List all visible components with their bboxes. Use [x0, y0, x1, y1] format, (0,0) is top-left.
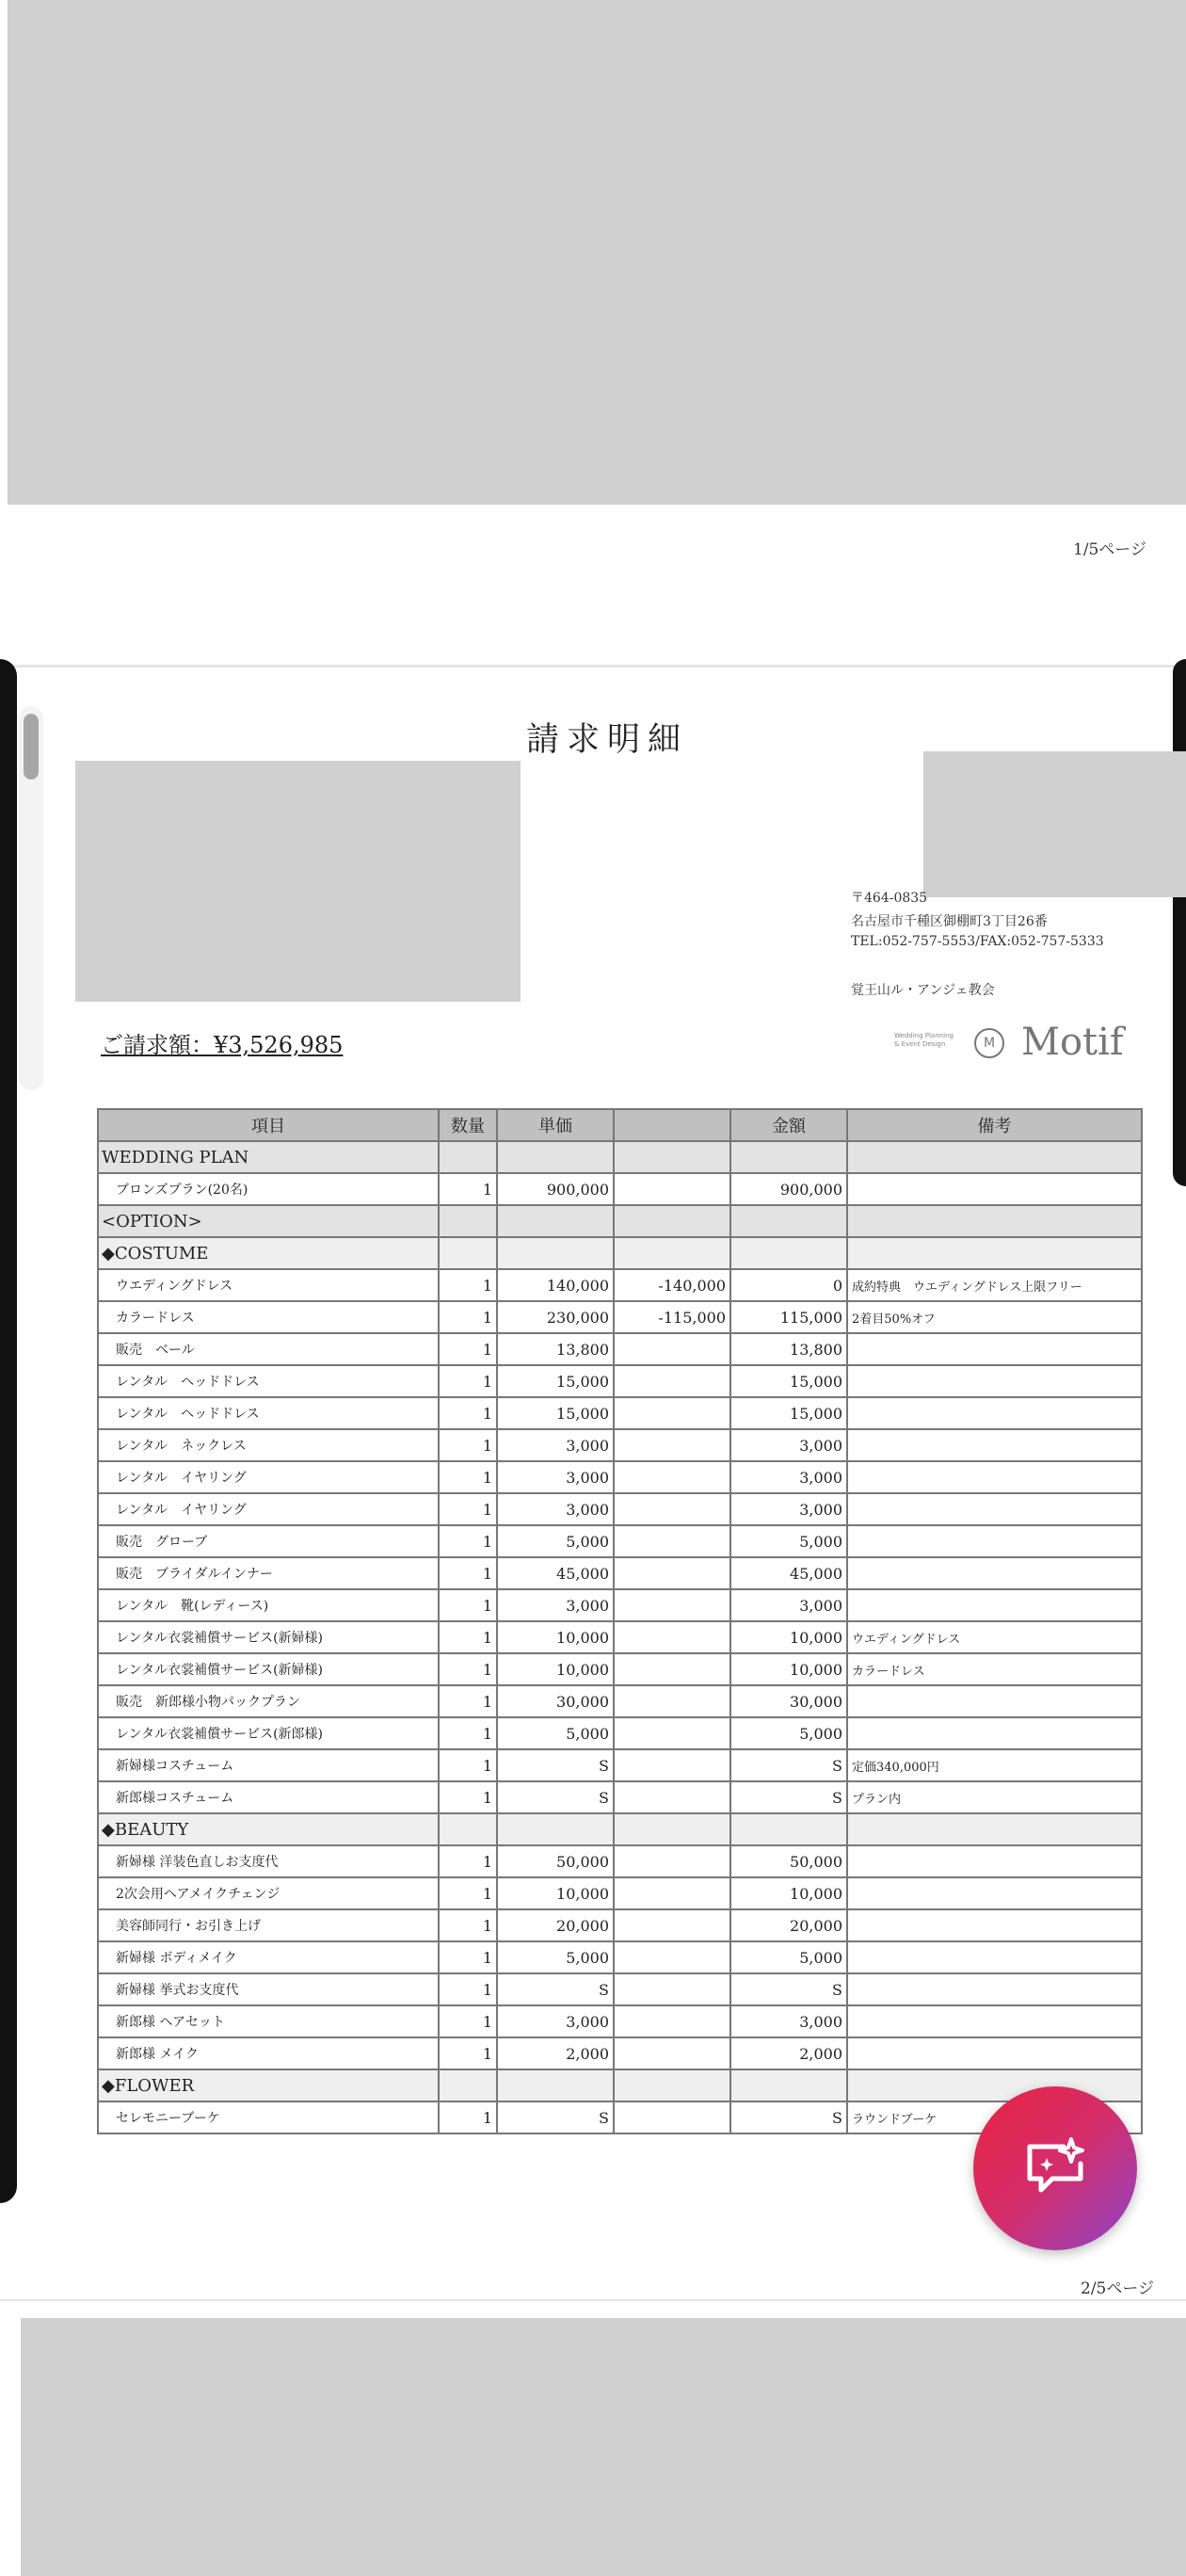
qty-cell: 1 [439, 1685, 497, 1717]
section-empty-cell [614, 1141, 730, 1173]
note-cell [847, 1557, 1142, 1589]
unit-price-cell: 140,000 [497, 1269, 614, 1301]
item-name-cell: レンタル ネックレス [98, 1429, 439, 1461]
note-cell [847, 1525, 1142, 1557]
note-cell [847, 1877, 1142, 1909]
note-cell [847, 1493, 1142, 1525]
discount-cell [614, 1589, 730, 1621]
unit-price-cell: 10,000 [497, 1877, 614, 1909]
unit-price-cell: 3,000 [497, 1461, 614, 1493]
item-name-cell: レンタル衣裳補償サービス(新婦様) [98, 1621, 439, 1653]
table-row [98, 1781, 1142, 1813]
section-empty-cell [497, 1813, 614, 1845]
amount-cell: 3,000 [730, 1429, 847, 1461]
table-row [98, 1269, 1142, 1301]
discount-cell [614, 2005, 730, 2037]
table-row [98, 1429, 1142, 1461]
section-empty-cell [730, 2069, 847, 2101]
table-row [98, 1493, 1142, 1525]
amount-cell: 15,000 [730, 1397, 847, 1429]
item-name-cell: 新婦様コスチューム [98, 1749, 439, 1781]
address-line-2: 名古屋市千種区御棚町3丁目26番 [851, 914, 1048, 929]
amount-cell: S [730, 2101, 847, 2133]
col-header-qty: 数量 [439, 1109, 497, 1141]
section-empty-cell [847, 1237, 1142, 1269]
discount-cell [614, 1397, 730, 1429]
discount-cell [614, 1909, 730, 1941]
invoice-table [97, 1108, 1143, 2134]
unit-price-cell: S [497, 2101, 614, 2133]
table-row [98, 1397, 1142, 1429]
note-cell: ラウンドブーケ [847, 2101, 1142, 2133]
discount-cell [614, 1717, 730, 1749]
unit-price-cell: 13,800 [497, 1333, 614, 1365]
amount-cell: 900,000 [730, 1173, 847, 1205]
note-cell [847, 1365, 1142, 1397]
unit-price-cell: 10,000 [497, 1621, 614, 1653]
section-empty-cell [730, 1813, 847, 1845]
note-cell: 定価340,000円 [847, 1749, 1142, 1781]
amount-cell: 10,000 [730, 1653, 847, 1685]
note-cell [847, 1909, 1142, 1941]
col-header-unit-price: 単価 [497, 1109, 614, 1141]
table-row [98, 1653, 1142, 1685]
qty-cell: 1 [439, 1589, 497, 1621]
discount-cell [614, 1749, 730, 1781]
qty-cell: 1 [439, 1429, 497, 1461]
unit-price-cell: 3,000 [497, 1429, 614, 1461]
discount-cell [614, 1653, 730, 1685]
unit-price-cell: 45,000 [497, 1557, 614, 1589]
item-name-cell: ウエディングドレス [98, 1269, 439, 1301]
item-name-cell: レンタル衣裳補償サービス(新郎様) [98, 1717, 439, 1749]
section-empty-cell [614, 2069, 730, 2101]
qty-cell: 1 [439, 1717, 497, 1749]
unit-price-cell: 30,000 [497, 1685, 614, 1717]
section-label: WEDDING PLAN [98, 1141, 439, 1173]
unit-price-cell: 15,000 [497, 1397, 614, 1429]
note-cell [847, 1589, 1142, 1621]
section-empty-cell [847, 1141, 1142, 1173]
unit-price-cell: 2,000 [497, 2037, 614, 2069]
section-label: ◆BEAUTY [98, 1813, 439, 1845]
qty-cell: 1 [439, 2037, 497, 2069]
table-row [98, 1909, 1142, 1941]
address-line-1: 〒464-0835 [851, 891, 928, 906]
amount-cell: 5,000 [730, 1717, 847, 1749]
col-header-note: 備考 [847, 1109, 1142, 1141]
qty-cell: 1 [439, 1397, 497, 1429]
address-line-3: TEL:052-757-5553/FAX:052-757-5333 [851, 934, 1104, 949]
discount-cell [614, 1845, 730, 1877]
discount-cell [614, 1941, 730, 1973]
document-title: 請求明細 [525, 721, 688, 759]
item-name-cell: 新婦様 挙式お支度代 [98, 1973, 439, 2005]
item-name-cell: レンタル衣裳補償サービス(新婦様) [98, 1653, 439, 1685]
section-empty-cell [730, 1237, 847, 1269]
section-empty-cell [497, 1141, 614, 1173]
amount-cell: 3,000 [730, 1461, 847, 1493]
redacted-recipient-block [75, 761, 521, 1002]
page-separator-2 [0, 2299, 1186, 2301]
qty-cell: 1 [439, 1909, 497, 1941]
discount-cell [614, 2101, 730, 2133]
table-row [98, 1877, 1142, 1909]
note-cell [847, 1429, 1142, 1461]
logo-mark-icon: M [974, 1028, 1004, 1058]
discount-cell [614, 1429, 730, 1461]
table-row [98, 2005, 1142, 2037]
item-name-cell: 販売 グローブ [98, 1525, 439, 1557]
qty-cell: 1 [439, 1749, 497, 1781]
qty-cell: 1 [439, 1173, 497, 1205]
discount-cell [614, 1493, 730, 1525]
item-name-cell: 新婦様 ボディメイク [98, 1941, 439, 1973]
section-empty-cell [497, 1205, 614, 1237]
amount-cell: 20,000 [730, 1909, 847, 1941]
qty-cell: 1 [439, 2005, 497, 2037]
page-number-2: 2/5ページ [1081, 2279, 1155, 2298]
amount-cell: 30,000 [730, 1685, 847, 1717]
discount-cell [614, 1557, 730, 1589]
section-empty-cell [614, 1813, 730, 1845]
qty-cell: 1 [439, 1941, 497, 1973]
logo-tagline: Wedding Planning & Event Design [894, 1032, 954, 1048]
unit-price-cell: 230,000 [497, 1301, 614, 1333]
discount-cell [614, 1173, 730, 1205]
qty-cell: 1 [439, 1653, 497, 1685]
section-empty-cell [439, 1813, 497, 1845]
qty-cell: 1 [439, 1877, 497, 1909]
note-cell: プラン内 [847, 1781, 1142, 1813]
item-name-cell: 新郎様コスチューム [98, 1781, 439, 1813]
qty-cell: 1 [439, 1333, 497, 1365]
item-name-cell: カラードレス [98, 1301, 439, 1333]
note-cell [847, 2037, 1142, 2069]
redacted-region-page3 [21, 2318, 1186, 2576]
item-name-cell: 2次会用ヘアメイクチェンジ [98, 1877, 439, 1909]
item-name-cell: レンタル ヘッドドレス [98, 1365, 439, 1397]
section-empty-cell [439, 1237, 497, 1269]
note-cell [847, 1845, 1142, 1877]
qty-cell: 1 [439, 1781, 497, 1813]
table-row [98, 1333, 1142, 1365]
section-header-row [98, 1141, 1142, 1173]
item-name-cell: 新婦様 洋装色直しお支度代 [98, 1845, 439, 1877]
section-header-row [98, 1813, 1142, 1845]
church-name: 覚王山ル・アンジェ教会 [851, 983, 995, 998]
discount-cell [614, 1621, 730, 1653]
unit-price-cell: 3,000 [497, 1493, 614, 1525]
page-separator [0, 665, 1186, 668]
unit-price-cell: 900,000 [497, 1173, 614, 1205]
table-row [98, 1589, 1142, 1621]
note-cell [847, 1333, 1142, 1365]
note-cell [847, 1941, 1142, 1973]
unit-price-cell: 10,000 [497, 1653, 614, 1685]
item-name-cell: 新郎様 ヘアセット [98, 2005, 439, 2037]
note-cell [847, 1973, 1142, 2005]
discount-cell [614, 1525, 730, 1557]
section-header-row [98, 1237, 1142, 1269]
table-row [98, 1749, 1142, 1781]
unit-price-cell: S [497, 1973, 614, 2005]
col-header-item: 項目 [98, 1109, 439, 1141]
amount-cell: 10,000 [730, 1621, 847, 1653]
section-empty-cell [439, 1205, 497, 1237]
note-cell [847, 1717, 1142, 1749]
unit-price-cell: 20,000 [497, 1909, 614, 1941]
note-cell [847, 1685, 1142, 1717]
amount-cell: 2,000 [730, 2037, 847, 2069]
discount-cell [614, 1877, 730, 1909]
unit-price-cell: S [497, 1749, 614, 1781]
qty-cell: 1 [439, 1461, 497, 1493]
unit-price-cell: 3,000 [497, 2005, 614, 2037]
item-name-cell: 美容師同行・お引き上げ [98, 1909, 439, 1941]
unit-price-cell: 5,000 [497, 1941, 614, 1973]
amount-cell: 0 [730, 1269, 847, 1301]
unit-price-cell: 5,000 [497, 1525, 614, 1557]
qty-cell: 1 [439, 1525, 497, 1557]
amount-cell: 15,000 [730, 1365, 847, 1397]
amount-cell: S [730, 1781, 847, 1813]
table-row [98, 1717, 1142, 1749]
qty-cell: 1 [439, 1301, 497, 1333]
table-row [98, 1941, 1142, 1973]
amount-cell: S [730, 1749, 847, 1781]
qty-cell: 1 [439, 1557, 497, 1589]
item-name-cell: レンタル イヤリング [98, 1461, 439, 1493]
qty-cell: 1 [439, 2101, 497, 2133]
qty-cell: 1 [439, 1621, 497, 1653]
section-label: ◆COSTUME [98, 1237, 439, 1269]
discount-cell [614, 1685, 730, 1717]
discount-cell [614, 1781, 730, 1813]
section-empty-cell [847, 1205, 1142, 1237]
section-empty-cell [439, 2069, 497, 2101]
amount-cell: S [730, 1973, 847, 2005]
qty-cell: 1 [439, 1365, 497, 1397]
amount-cell: 13,800 [730, 1333, 847, 1365]
table-row [98, 1685, 1142, 1717]
section-empty-cell [614, 1205, 730, 1237]
discount-cell [614, 1365, 730, 1397]
motif-logo [894, 1021, 1134, 1064]
item-name-cell: レンタル ヘッドドレス [98, 1397, 439, 1429]
unit-price-cell: 3,000 [497, 1589, 614, 1621]
amount-cell: 50,000 [730, 1845, 847, 1877]
amount-cell: 5,000 [730, 1525, 847, 1557]
table-row [98, 1621, 1142, 1653]
page-number-1: 1/5ページ [1073, 540, 1147, 559]
qty-cell: 1 [439, 1845, 497, 1877]
note-cell: 成約特典 ウエディングドレス上限フリー [847, 1269, 1142, 1301]
note-cell [847, 1173, 1142, 1205]
note-cell [847, 2005, 1142, 2037]
table-row [98, 1365, 1142, 1397]
table-header-row [98, 1109, 1142, 1141]
frame-edge-left [0, 659, 17, 2203]
item-name-cell: セレモニーブーケ [98, 2101, 439, 2133]
redacted-region-page1 [8, 0, 1186, 505]
section-label: ◆FLOWER [98, 2069, 439, 2101]
item-name-cell: レンタル イヤリング [98, 1493, 439, 1525]
amount-cell: 45,000 [730, 1557, 847, 1589]
discount-cell: -140,000 [614, 1269, 730, 1301]
item-name-cell: 販売 新郎様小物パックプラン [98, 1685, 439, 1717]
section-empty-cell [730, 1141, 847, 1173]
qty-cell: 1 [439, 1269, 497, 1301]
discount-cell [614, 1333, 730, 1365]
section-empty-cell [614, 1237, 730, 1269]
redacted-logo-block [923, 751, 1186, 897]
section-header-row [98, 2069, 1142, 2101]
table-row [98, 1557, 1142, 1589]
section-empty-cell [439, 1141, 497, 1173]
table-row [98, 1301, 1142, 1333]
logo-wordmark: Motif [1021, 1021, 1124, 1064]
unit-price-cell: S [497, 1781, 614, 1813]
table-row [98, 1525, 1142, 1557]
item-name-cell: 新郎様 メイク [98, 2037, 439, 2069]
amount-cell: 3,000 [730, 1589, 847, 1621]
ai-chat-button[interactable] [973, 2086, 1137, 2250]
section-empty-cell [497, 2069, 614, 2101]
note-cell: カラードレス [847, 1653, 1142, 1685]
qty-cell: 1 [439, 1493, 497, 1525]
item-name-cell: 販売 ベール [98, 1333, 439, 1365]
section-empty-cell [730, 1205, 847, 1237]
col-header-amount: 金額 [730, 1109, 847, 1141]
amount-cell: 5,000 [730, 1941, 847, 1973]
note-cell [847, 1397, 1142, 1429]
col-header-discount [614, 1109, 730, 1141]
billing-amount: ご請求額：¥3,526,985 [101, 1032, 344, 1058]
amount-cell: 115,000 [730, 1301, 847, 1333]
section-header-row [98, 1205, 1142, 1237]
discount-cell [614, 1461, 730, 1493]
note-cell [847, 1461, 1142, 1493]
amount-cell: 10,000 [730, 1877, 847, 1909]
table-row [98, 1973, 1142, 2005]
unit-price-cell: 5,000 [497, 1717, 614, 1749]
table-row [98, 2037, 1142, 2069]
section-empty-cell [847, 1813, 1142, 1845]
unit-price-cell: 50,000 [497, 1845, 614, 1877]
item-name-cell: 販売 ブライダルインナー [98, 1557, 439, 1589]
discount-cell [614, 1973, 730, 2005]
section-empty-cell [497, 1237, 614, 1269]
item-name-cell: レンタル 靴(レディース) [98, 1589, 439, 1621]
qty-cell: 1 [439, 1973, 497, 2005]
table-row [98, 1461, 1142, 1493]
table-row [98, 1173, 1142, 1205]
discount-cell [614, 2037, 730, 2069]
section-empty-cell [847, 2069, 1142, 2101]
amount-cell: 3,000 [730, 2005, 847, 2037]
item-name-cell: ブロンズプラン(20名) [98, 1173, 439, 1205]
section-label: <OPTION> [98, 1205, 439, 1237]
note-cell: ウエディングドレス [847, 1621, 1142, 1653]
amount-cell: 3,000 [730, 1493, 847, 1525]
unit-price-cell: 15,000 [497, 1365, 614, 1397]
discount-cell: -115,000 [614, 1301, 730, 1333]
note-cell: 2着目50%オフ [847, 1301, 1142, 1333]
table-row [98, 1845, 1142, 1877]
chat-sparkle-icon [1020, 2133, 1090, 2203]
